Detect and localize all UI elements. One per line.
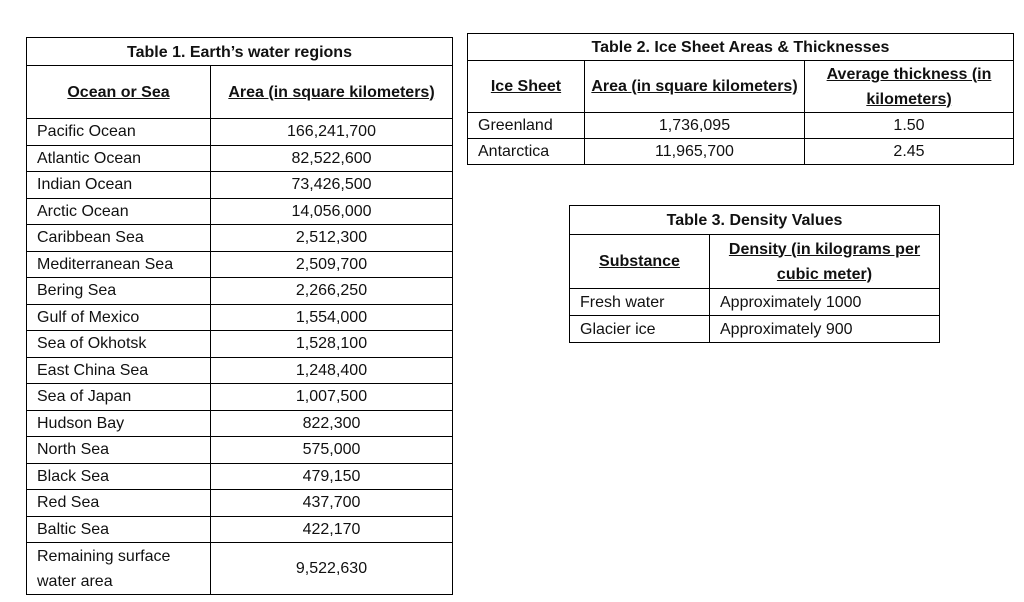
column-header-area: Area (in square kilometers)	[211, 66, 453, 119]
region-area: 1,248,400	[211, 357, 453, 384]
region-name: Red Sea	[27, 490, 211, 517]
table-row	[27, 463, 453, 490]
ice-sheet-thickness: 1.50	[805, 113, 1014, 139]
column-header-substance: Substance	[570, 235, 710, 289]
region-area: 575,000	[211, 437, 453, 464]
column-header-average-thickness: Average thickness (in kilometers)	[805, 61, 1014, 113]
region-area: 1,528,100	[211, 331, 453, 358]
table-row	[27, 410, 453, 437]
region-area: 9,522,630	[211, 543, 453, 595]
table-row	[27, 437, 453, 464]
table-row	[27, 331, 453, 358]
ice-sheet-area: 11,965,700	[585, 139, 805, 165]
table-ice-sheet-areas-thicknesses	[467, 33, 1014, 165]
ice-sheet-area: 1,736,095	[585, 113, 805, 139]
table-row	[468, 113, 1014, 139]
region-area: 1,007,500	[211, 384, 453, 411]
ice-sheet-name: Antarctica	[468, 139, 585, 165]
region-area: 1,554,000	[211, 304, 453, 331]
region-name: Baltic Sea	[27, 516, 211, 543]
table-row	[27, 278, 453, 305]
substance-name: Glacier ice	[570, 316, 710, 343]
region-area: 2,512,300	[211, 225, 453, 252]
region-area: 437,700	[211, 490, 453, 517]
table-row	[27, 145, 453, 172]
ice-sheet-thickness: 2.45	[805, 139, 1014, 165]
table-row	[570, 316, 940, 343]
table-row	[27, 543, 453, 595]
table-row	[27, 198, 453, 225]
region-area: 14,056,000	[211, 198, 453, 225]
region-name: Remaining surface water area	[27, 543, 211, 595]
table-row	[27, 384, 453, 411]
ice-sheet-name: Greenland	[468, 113, 585, 139]
region-area: 73,426,500	[211, 172, 453, 199]
region-name: Arctic Ocean	[27, 198, 211, 225]
table-row	[27, 119, 453, 146]
region-area: 82,522,600	[211, 145, 453, 172]
region-area: 479,150	[211, 463, 453, 490]
table-title: Table 2. Ice Sheet Areas & Thicknesses	[468, 34, 1014, 61]
table-earth-water-regions	[26, 37, 453, 595]
region-name: Caribbean Sea	[27, 225, 211, 252]
region-name: East China Sea	[27, 357, 211, 384]
region-name: North Sea	[27, 437, 211, 464]
substance-name: Fresh water	[570, 289, 710, 316]
region-name: Sea of Japan	[27, 384, 211, 411]
region-name: Mediterranean Sea	[27, 251, 211, 278]
table-row	[468, 139, 1014, 165]
table-row	[27, 357, 453, 384]
region-area: 166,241,700	[211, 119, 453, 146]
table-row	[27, 490, 453, 517]
region-name: Sea of Okhotsk	[27, 331, 211, 358]
table-row	[27, 225, 453, 252]
table-row	[27, 172, 453, 199]
region-name: Black Sea	[27, 463, 211, 490]
table-title: Table 1. Earth’s water regions	[27, 38, 453, 66]
region-name: Pacific Ocean	[27, 119, 211, 146]
table-row	[27, 516, 453, 543]
region-name: Hudson Bay	[27, 410, 211, 437]
region-name: Indian Ocean	[27, 172, 211, 199]
region-area: 2,266,250	[211, 278, 453, 305]
region-area: 822,300	[211, 410, 453, 437]
column-header-area: Area (in square kilometers)	[585, 61, 805, 113]
table-row	[570, 289, 940, 316]
substance-density: Approximately 900	[710, 316, 940, 343]
substance-density: Approximately 1000	[710, 289, 940, 316]
column-header-ocean-or-sea: Ocean or Sea	[27, 66, 211, 119]
table-row	[27, 251, 453, 278]
region-area: 422,170	[211, 516, 453, 543]
region-area: 2,509,700	[211, 251, 453, 278]
table-title: Table 3. Density Values	[570, 206, 940, 235]
region-name: Gulf of Mexico	[27, 304, 211, 331]
column-header-density: Density (in kilograms per cubic meter)	[710, 235, 940, 289]
region-name: Bering Sea	[27, 278, 211, 305]
column-header-ice-sheet: Ice Sheet	[468, 61, 585, 113]
table-density-values	[569, 205, 940, 343]
region-name: Atlantic Ocean	[27, 145, 211, 172]
table-row	[27, 304, 453, 331]
